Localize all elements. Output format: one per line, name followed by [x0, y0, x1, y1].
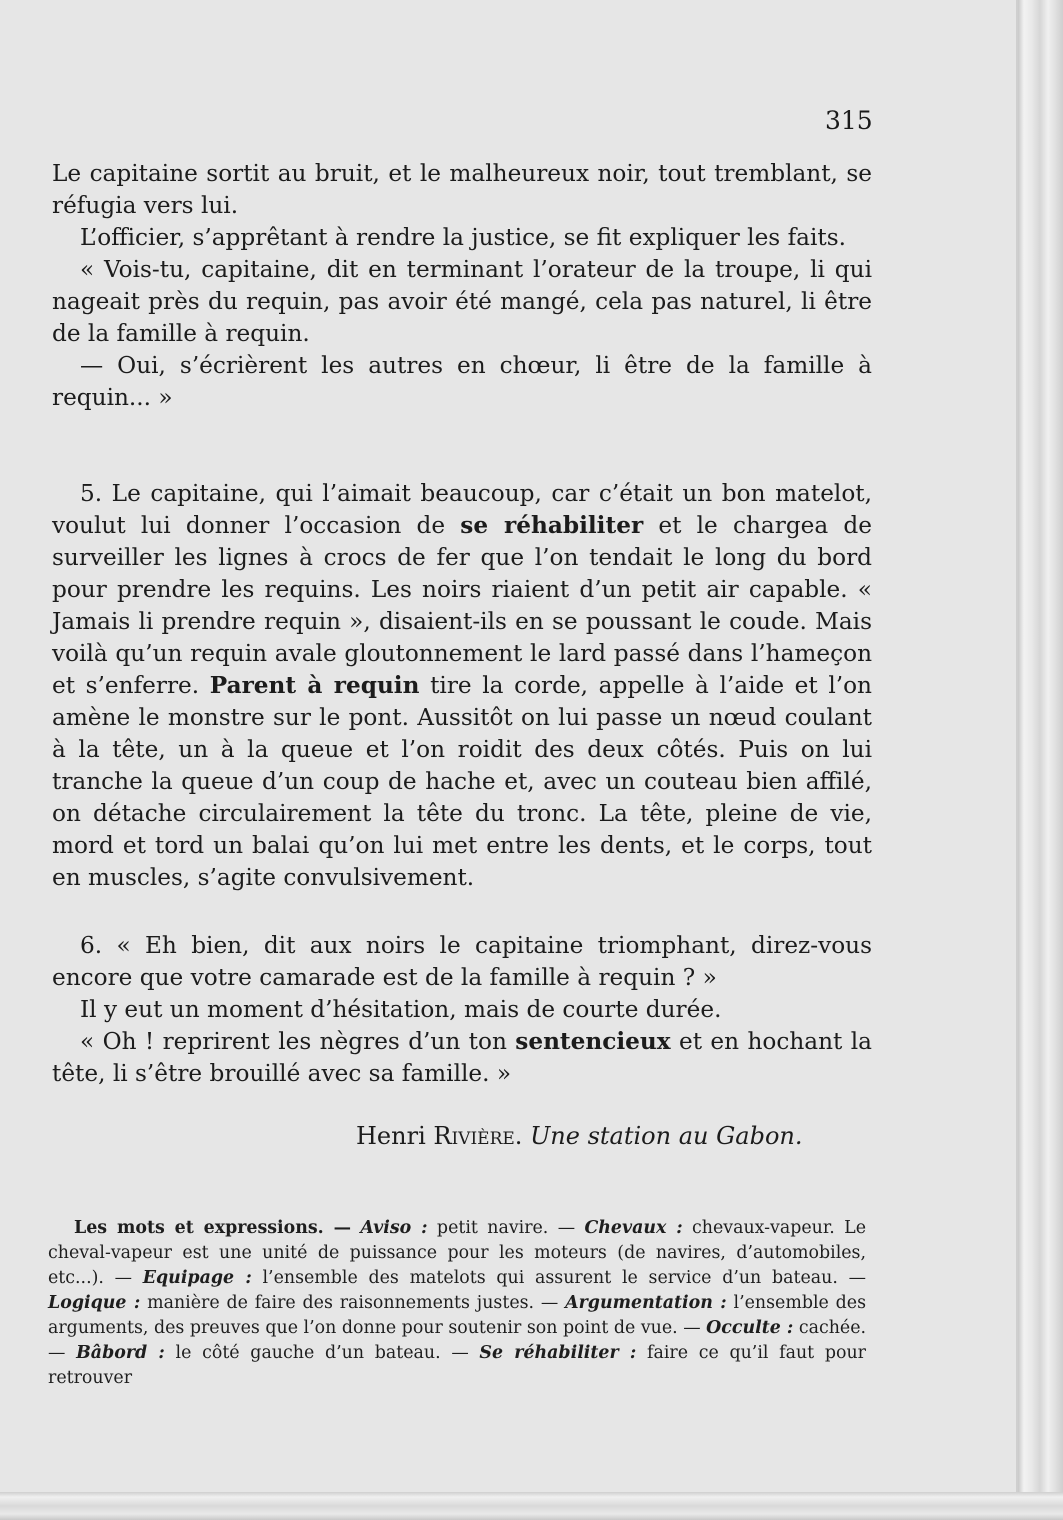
term: Bâbord : [76, 1343, 165, 1363]
term: Chevaux : [584, 1218, 683, 1238]
definition: manière de faire des raisonnements justes. — [140, 1293, 566, 1313]
bold-expression: sentencieux [515, 1028, 671, 1055]
text-run: « Oh ! reprirent les nègres d’un ton [80, 1028, 516, 1055]
bold-expression: Parent à requin [209, 672, 420, 699]
paragraph: L’officier, s’apprêtant à rendre la justice, se fit expliquer les faits. [80, 224, 846, 251]
paragraph [52, 1026, 872, 1090]
text-run: 5. Le capitaine, qui l’aimait beaucoup, car c’était un bon matelot, voulut lui donner l’occasion de [52, 480, 872, 539]
paragraph [52, 478, 872, 894]
author-last-name: Rivière. [433, 1122, 523, 1150]
footnote-heading: Les mots et expressions. — [74, 1218, 352, 1238]
term: Logique : [48, 1293, 141, 1313]
page-stack-bottom-edge [0, 1492, 1063, 1520]
definition: le côté gauche d’un bateau. — [164, 1343, 480, 1363]
text-run: et le chargea de surveiller les lignes à crocs de fer que l’on tendait le long du bord pour prendre les requins. Les noirs riaient d’un petit air capable. « Jamais li prendre requin », disaient-ils en se poussant le coude. Mais voilà qu’un requin avale gloutonnement le lard passé dans l’hameçon et s’enferre. [52, 512, 872, 699]
section-5 [52, 478, 872, 894]
definition: chevaux-vapeur. Le cheval-vapeur est une unité de puissance pour les moteurs (de navires, d’automobiles, etc...). — [48, 1218, 866, 1288]
definition: l’ensemble des matelots qui assurent le service d’un bateau. — [251, 1268, 866, 1288]
definition: l’ensemble des arguments, des preuves que l’on donne pour soutenir son point de vue. — [48, 1293, 866, 1338]
term: Occulte : [706, 1318, 794, 1338]
paragraph: 6. « Eh bien, dit aux noirs le capitaine triomphant, direz-vous encore que votre camarade est de la famille à requin ? » [52, 932, 872, 991]
term: Argumentation : [565, 1293, 727, 1313]
vocabulary-footnote [48, 1216, 866, 1391]
paragraph: « Vois-tu, capitaine, dit en terminant l’orateur de la troupe, li qui nageait près du requin, pas avoir été mangé, cela pas naturel, li être de la famille à requin. [52, 256, 872, 347]
term: Se réhabiliter : [479, 1343, 637, 1363]
definition: petit navire. — [427, 1218, 585, 1238]
paragraph: — Oui, s’écrièrent les autres en chœur, li être de la famille à requin... » [52, 352, 872, 411]
footnote-paragraph [48, 1216, 866, 1391]
source-citation [356, 1122, 802, 1150]
bold-expression: se réhabiliter [460, 512, 644, 539]
section-6 [52, 930, 872, 1090]
paragraph: Il y eut un moment d’hésitation, mais de courte durée. [80, 996, 722, 1023]
definition: cachée. — [48, 1318, 867, 1363]
term: Equipage : [142, 1268, 252, 1288]
paragraph: Le capitaine sortit au bruit, et le malheureux noir, tout tremblant, se réfugia vers lui. [52, 160, 872, 219]
definition: faire ce qu’il faut pour retrouver [48, 1343, 866, 1388]
term: Aviso : [360, 1218, 428, 1238]
opening-paragraphs [52, 158, 872, 414]
text-run: tire la corde, appelle à l’aide et l’on amène le monstre sur le pont. Aussitôt on lui passe un nœud coulant à la tête, un à la queue et l’on roidit des deux côtés. Puis on lui tranche la queue d’un coup de hache et, avec un couteau bien affilé, on détache circulairement la tête du tronc. La tête, pleine de vie, mord et tord un balai qu’on lui met entre les dents, et le corps, tout en muscles, s’agite convulsivement. [52, 672, 872, 891]
author-first-name: Henri [356, 1122, 426, 1150]
page-stack-right-edge [1018, 0, 1063, 1520]
work-title: Une station au Gabon. [530, 1122, 803, 1150]
page-number: 315 [825, 106, 873, 135]
text-run: et en hochant la tête, li s’être brouillé avec sa famille. » [52, 1028, 872, 1087]
